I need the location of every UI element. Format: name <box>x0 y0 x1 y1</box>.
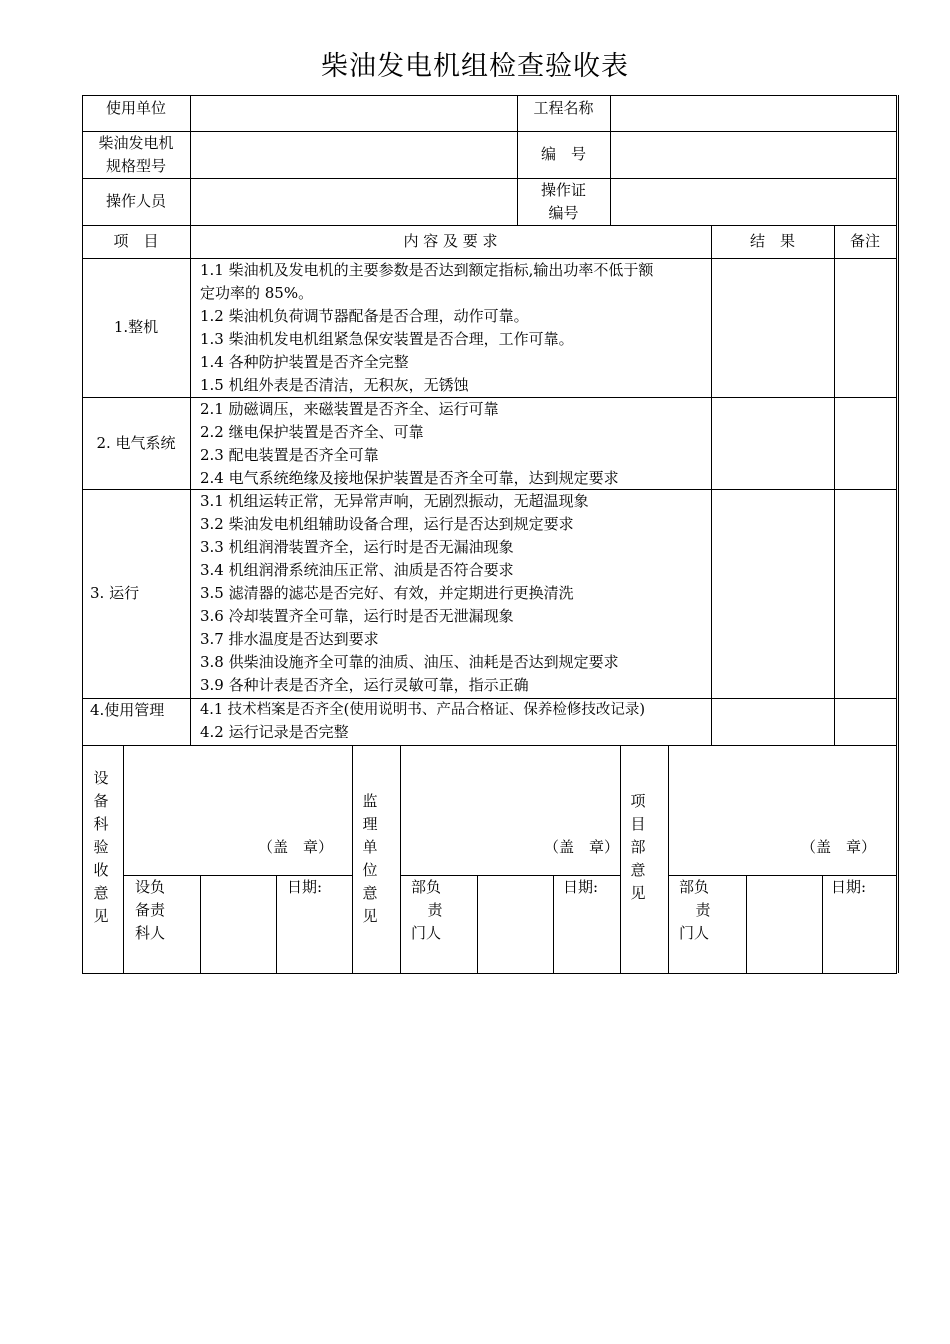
note-cell[interactable] <box>835 699 896 745</box>
equipment-person-label-line1: 设负 <box>134 878 165 896</box>
column-result: 结 果 <box>749 232 795 250</box>
note-cell[interactable] <box>835 490 896 698</box>
project-person-label-line2: 责 <box>695 901 711 919</box>
project-dept-opinion-label: 项目部意见 <box>630 792 646 902</box>
cert-label-line2: 编号 <box>548 204 579 222</box>
requirement-line: 3.4 机组润滑系统油压正常、油质是否符合要求 <box>200 561 514 579</box>
result-cell[interactable] <box>712 398 834 489</box>
requirement-line: 定功率的 85%。 <box>200 284 314 302</box>
requirement-line: 2.1 励磁调压，来磁装置是否齐全、运行可靠 <box>200 400 499 418</box>
requirement-line: 3.8 供柴油设施齐全可靠的油质、油压、油耗是否达到规定要求 <box>200 653 619 671</box>
supervision-date-label: 日期: <box>563 878 599 896</box>
section-name: 2. 电气系统 <box>96 434 176 452</box>
project-name-field[interactable] <box>611 96 896 131</box>
number-label: 编 号 <box>540 145 586 163</box>
section-name: 4.使用管理 <box>90 701 165 719</box>
requirement-line: 3.1 机组运转正常，无异常声响，无剧烈振动，无超温现象 <box>200 492 589 510</box>
requirement-line: 1.4 各种防护装置是否齐全完整 <box>200 353 409 371</box>
supervision-seal: （盖 章） <box>544 838 620 856</box>
project-date-label: 日期: <box>831 878 867 896</box>
column-content: 内 容 及 要 求 <box>403 232 498 250</box>
requirement-line: 4.1 技术档案是否齐全(使用说明书、产品合格证、保养检修技改记录) <box>200 702 645 718</box>
operator-label: 操作人员 <box>105 192 166 210</box>
spec-label-line1: 柴油发电机 <box>98 134 174 152</box>
cert-label-line1: 操作证 <box>540 181 586 199</box>
result-cell[interactable] <box>712 259 834 397</box>
note-cell[interactable] <box>835 398 896 489</box>
operator-field[interactable] <box>191 179 517 225</box>
requirement-line: 4.2 运行记录是否完整 <box>200 723 349 741</box>
document-title: 柴油发电机组检查验收表 <box>321 51 629 82</box>
use-unit-field[interactable] <box>191 96 517 131</box>
project-person-label-line3: 门人 <box>678 924 709 942</box>
equipment-person-field[interactable] <box>201 876 276 973</box>
requirement-line: 3.2 柴油发电机组辅助设备合理，运行是否达到规定要求 <box>200 515 574 533</box>
use-unit-label: 使用单位 <box>105 99 166 117</box>
requirement-line: 1.1 柴油机及发电机的主要参数是否达到额定指标,输出功率不低于额 <box>200 261 654 279</box>
number-field[interactable] <box>611 132 896 178</box>
requirement-line: 1.3 柴油机发电机组紧急保安装置是否合理，工作可靠。 <box>200 330 574 348</box>
project-person-label-line1: 部负 <box>678 878 709 896</box>
requirement-line: 3.9 各种计表是否齐全，运行灵敏可靠，指示正确 <box>200 676 529 694</box>
equipment-seal: （盖 章） <box>258 838 334 856</box>
requirement-line: 2.2 继电保护装置是否齐全、可靠 <box>200 423 424 441</box>
requirement-line: 3.7 排水温度是否达到要求 <box>200 630 379 648</box>
supervision-person-label-line1: 部负 <box>410 878 441 896</box>
supervision-person-label-line2: 责 <box>427 901 443 919</box>
equipment-person-label-line3: 科人 <box>134 924 165 942</box>
equipment-date-label: 日期: <box>287 878 323 896</box>
requirement-line: 3.5 滤清器的滤芯是否完好、有效，并定期进行更换清洗 <box>200 584 574 602</box>
requirement-line: 3.3 机组润滑装置齐全，运行时是否无漏油现象 <box>200 538 514 556</box>
project-person-field[interactable] <box>747 876 822 973</box>
spec-field[interactable] <box>191 132 517 178</box>
requirement-line: 2.4 电气系统绝缘及接地保护装置是否齐全可靠，达到规定要求 <box>200 469 619 487</box>
requirement-line: 3.6 冷却装置齐全可靠，运行时是否无泄漏现象 <box>200 607 514 625</box>
supervision-person-field[interactable] <box>478 876 553 973</box>
cert-number-field[interactable] <box>611 179 896 225</box>
requirement-line: 1.5 机组外表是否清洁，无积灰，无锈蚀 <box>200 376 469 394</box>
result-cell[interactable] <box>712 699 834 745</box>
column-note: 备注 <box>849 232 880 250</box>
supervision-opinion-label: 监理单位意见 <box>362 792 378 925</box>
project-name-label: 工程名称 <box>533 99 594 117</box>
requirement-line: 2.3 配电装置是否齐全可靠 <box>200 446 379 464</box>
requirement-line: 1.2 柴油机负荷调节器配备是否合理，动作可靠。 <box>200 307 529 325</box>
spec-label-line2: 规格型号 <box>105 157 166 175</box>
supervision-person-label-line3: 门人 <box>410 924 441 942</box>
equipment-dept-opinion-label: 设备科验收意见 <box>93 769 109 925</box>
column-item: 项 目 <box>113 232 159 250</box>
section-name: 1.整机 <box>113 318 159 336</box>
section-name: 3. 运行 <box>90 584 140 602</box>
result-cell[interactable] <box>712 490 834 698</box>
equipment-person-label-line2: 备责 <box>134 901 165 919</box>
project-seal: （盖 章） <box>801 838 877 856</box>
note-cell[interactable] <box>835 259 896 397</box>
